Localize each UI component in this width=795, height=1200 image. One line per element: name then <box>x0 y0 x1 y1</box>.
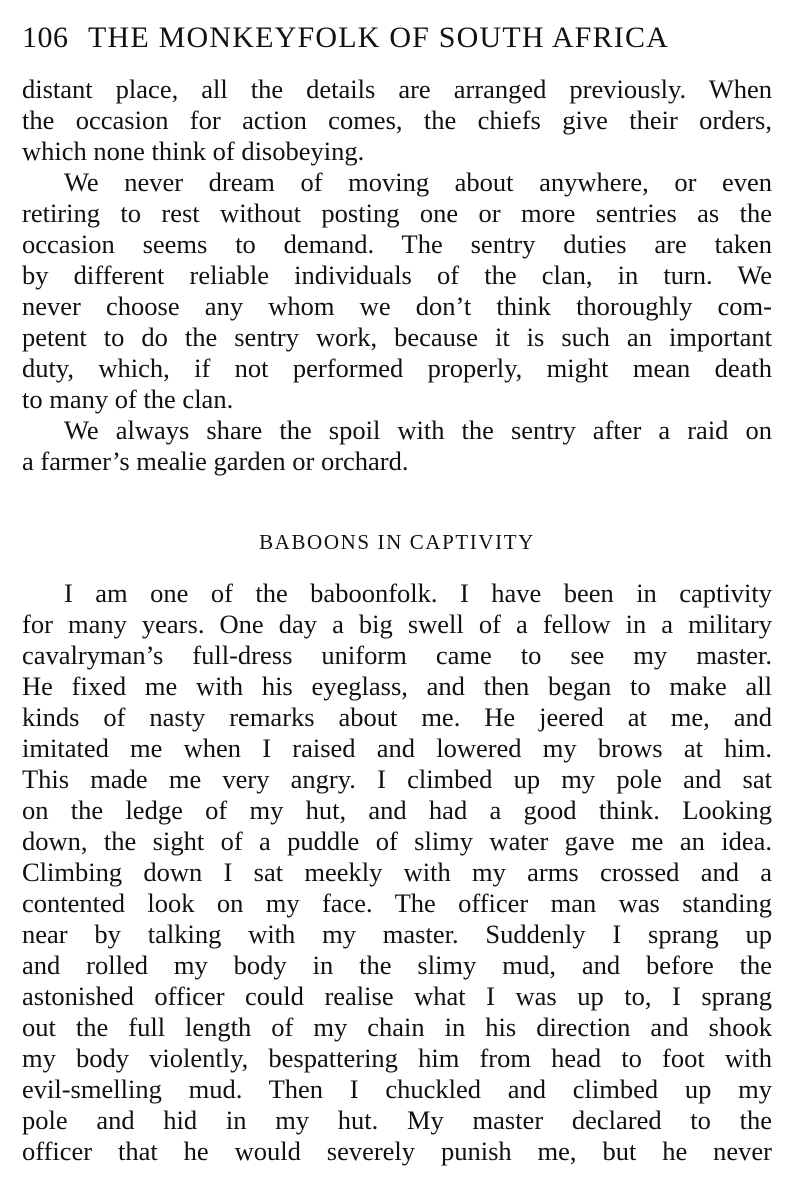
running-head-title: THE MONKEYFOLK OF SOUTH AFRICA <box>88 21 670 54</box>
text-line: my body violently, bespattering him from head to foot with <box>22 1043 772 1073</box>
text-line: down, the sight of a puddle of slimy water gave me an idea. <box>22 826 772 856</box>
text-line: which none think of disobeying. <box>22 136 365 166</box>
text-line: retiring to rest without posting one or more sentries as the <box>22 198 772 228</box>
text-line: astonished officer could realise what I was up to, I sprang <box>22 981 772 1011</box>
text-line: pole and hid in my hut. My master declared to the <box>22 1105 772 1135</box>
text-line: the occasion for action comes, the chiefs give their orders, <box>22 105 772 135</box>
text-line: and rolled my body in the slimy mud, and before the <box>22 950 772 980</box>
text-line: for many years. One day a big swell of a fellow in a military <box>22 609 772 639</box>
text-line: to many of the clan. <box>22 384 234 414</box>
body-text-section-1 <box>22 74 772 477</box>
text-line: evil-smelling mud. Then I chuckled and climbed up my <box>22 1074 772 1104</box>
text-line: cavalryman’s full-dress uniform came to see my master. <box>22 640 772 670</box>
text-line: near by talking with my master. Suddenly I sprang up <box>22 919 772 949</box>
text-line: officer that he would severely punish me, but he never <box>22 1136 772 1166</box>
text-line: duty, which, if not performed properly, might mean death <box>22 353 772 383</box>
text-line: out the full length of my chain in his direction and shook <box>22 1012 772 1042</box>
text-line: Climbing down I sat meekly with my arms crossed and a <box>22 857 772 887</box>
text-line: contented look on my face. The officer man was standing <box>22 888 772 918</box>
text-line: This made me very angry. I climbed up my pole and sat <box>22 764 772 794</box>
text-line: He fixed me with his eyeglass, and then began to make all <box>22 671 772 701</box>
text-line: occasion seems to demand. The sentry duties are taken <box>22 229 772 259</box>
running-head <box>22 20 772 56</box>
text-line: on the ledge of my hut, and had a good think. Looking <box>22 795 772 825</box>
body-text-section-2 <box>22 578 772 1167</box>
text-line: I am one of the baboonfolk. I have been in captivity <box>64 578 772 608</box>
text-line: We always share the spoil with the sentry after a raid on <box>64 415 772 445</box>
text-line: petent to do the sentry work, because it is such an important <box>22 322 772 352</box>
text-line: never choose any whom we don’t think thoroughly com- <box>22 291 772 321</box>
text-line: imitated me when I raised and lowered my brows at him. <box>22 733 772 763</box>
text-line: distant place, all the details are arranged previously. When <box>22 74 772 104</box>
text-line: kinds of nasty remarks about me. He jeered at me, and <box>22 702 772 732</box>
page-number: 106 <box>22 21 69 54</box>
text-line: a farmer’s mealie garden or orchard. <box>22 446 409 476</box>
text-line: We never dream of moving about anywhere, or even <box>64 167 772 197</box>
section-heading: BABOONS IN CAPTIVITY <box>259 530 535 554</box>
text-line: by different reliable individuals of the clan, in turn. We <box>22 260 772 290</box>
